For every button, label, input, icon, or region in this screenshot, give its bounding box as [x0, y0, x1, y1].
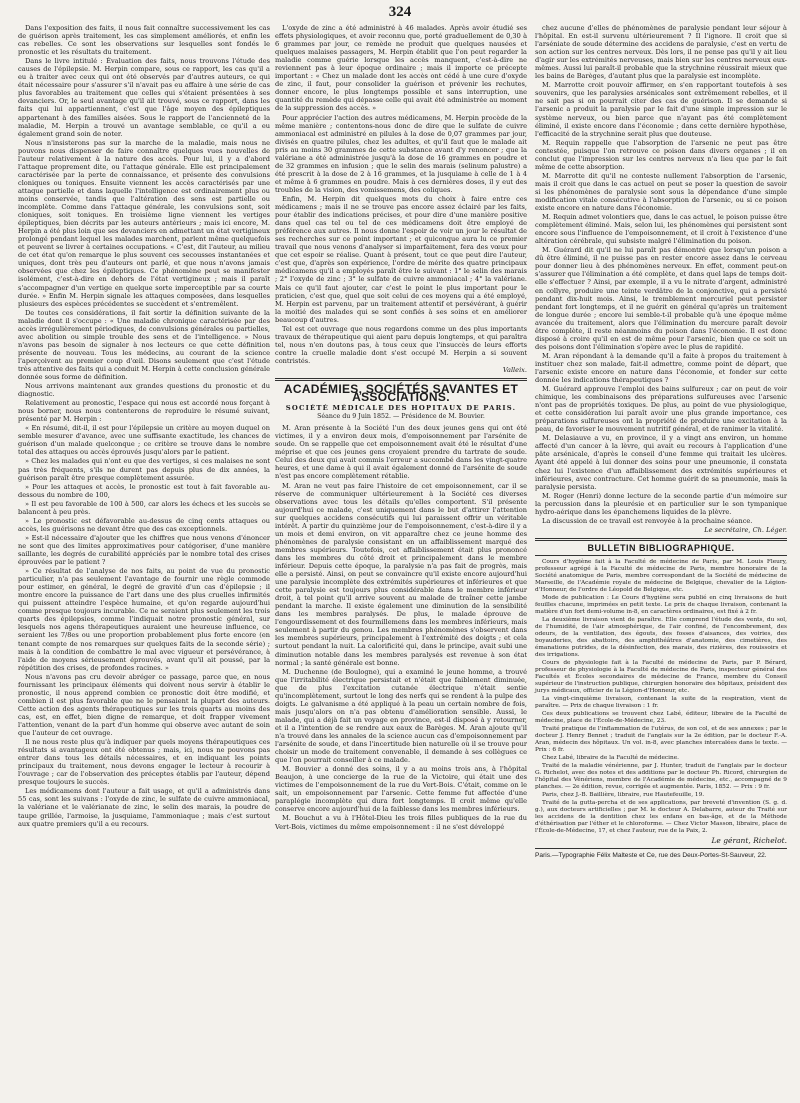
paragraph: M. Guérard approuve l'emploi des bains sulfureux ; car on peut de voir chimique, les combinaisons des préparations sulfureuses avec l'arsenic n'ont pas de propriétés toxiques. De plus, au point de vue physiologique, et cette considération lui paraît avoir une plus grande importance, ces préparations sulfureuses ont la propriété de produire une excitation à la peau, de favoriser le mouvement nutritif général, et de ranimer la vitalité.	[535, 385, 787, 434]
section-title: ACADÉMIES, SOCIÉTÉS SAVANTES ET ASSOCIATIONS.	[283, 382, 519, 405]
col3-body	[535, 24, 787, 525]
bulletin-rule	[535, 555, 787, 556]
paragraph: Cours d'hygiène fait à la Faculté de médecine de Paris, par M. Louis Fleury, professeur agrégé à la Faculté de médecine de Paris, membre honoraire de la Société anatomique de Paris, membre correspondant de la Société de médecine de Marseille, de l'Académie royale de médecine de Belgique, chevalier de la Légion-d'Honneur, de l'ordre de Léopold de Belgique, etc.	[535, 558, 787, 593]
column-left	[18, 24, 270, 829]
paragraph: M. Marrotte croit pouvoir affirmer, en s'en rapportant toutefois à ses souvenirs, que les paralysies arsénicales sont extrêmement rebelles, et il ne sait pas si on pourrait citer des cas de guérison. Il se demande si l'arsenic a produit la paralysie par le fait d'une simple impression sur le système nerveux, ou bien parce que n'ayant pas été complètement éliminé, il existe encore dans l'économie ; dans cette dernière hypothèse, l'efficacité de la strychnine serait plus que douteuse.	[535, 81, 787, 138]
paragraph: » Est-il nécessaire d'ajouter que les chiffres que nous venons d'énoncer ne sont que des limites approximatives pour catégoriser, d'une manière saillante, les degrés de curabilité appréciés par le nombre total des crises éprouvées par le patient ?	[18, 533, 270, 567]
paragraph: M. Duchenne (de Boulogne), qui a examiné le jeune homme, a trouvé que l'irritabilité électrique persistait et n'était que faiblement diminuée, que de plus l'excitation cutanée électrique n'était sentie qu'incomplètement, surtout le long des nerfs qui se rendent à la pulpe des doigts. Le galvanisme a été appliqué à la peau un certain nombre de fois, mais jusqu'alors on n'a pas obtenu d'amélioration sensible. Aussi, le malade, qui a déjà fait un voyage en province, est-il disposé à y retourner, et il a l'intention de se rendre aux eaux de Barèges. M. Aran ajoute qu'il n'a trouvé dans les annales de la science aucun cas d'empoisonnement par l'arsénite de soude, et dans l'incertitude bien naturelle où il se trouve pour choisir un mode de traitement convenable, il demande à ses collègues ce que l'on pourrait conseiller à ce malade.	[275, 667, 527, 765]
paragraph: Nous n'avons pas cru devoir abréger ce passage, parce que, en nous fournissant les principaux éléments qui doivent nous servir à établir le pronostic, il nous apprend combien ce pronostic doit être modifié, et combien il est plus favorable que ne le pensaient la plupart des auteurs. Cette action des agents thérapeutiques sur les trois quarts au moins des cas, est, en effet, bien digne de remarque, et doit frapper vivement l'attention, venant de la part d'un homme qui observe avec autant de soin que l'auteur de cet ouvrage.	[18, 672, 270, 738]
society-heading: SOCIÉTÉ MÉDICALE DES HOPITAUX DE PARIS.	[285, 404, 517, 413]
secretary-signature: Le secrétaire, Ch. Léger.	[704, 525, 787, 534]
paragraph: » Chez les malades qui n'ont eu que des vertiges, si ces malaises ne sont pas très fréquents, s'ils ne durent pas depuis plus de dix années, la guérison paraît être presque complètement assurée.	[18, 457, 270, 482]
paragraph: Relativement au pronostic, l'espace qui nous est accordé nous forçant à nous borner, nous nous contenterons de reproduire le résumé suivant, présenté par M. Herpin :	[18, 399, 270, 424]
paragraph: Chez Labé, libraire de la Faculté de médecine.	[542, 754, 679, 761]
paragraph: M. Aran ne veut pas faire l'histoire de cet empoisonnement, car il se réserve de communiquer ultérieurement à la Société ces diverses observations avec tous les détails qu'elles comportent. S'il présente aujourd'hui ce malade, c'est uniquement dans le but d'attirer l'attention sur quelques accidens consécutifs qui lui paraissent offrir un véritable intérêt. A partir du quinzième jour de l'empoisonnement, c'est-à-dire il y a un mois et demi environ, on vit apparaître chez ce jeune homme des phénomènes de paralysie consistant en un affaiblissement marqué des membres supérieurs. Toutefois, cet affaiblissement était plus prononcé dans les membres du côté droit et principalement dans le membre inférieur. Depuis cette époque, la paralysie n'a pas fait de progrès, mais elle a persisté. Ainsi, on peut se convaincre qu'il existe encore aujourd'hui une paralysie incomplète des extrémités supérieures et inférieures et que cette paralysie est toujours plus considérable dans le membre inférieur droit, à tel point qu'il arrive souvent au malade de traîner cette jambe pendant la marche. Il existe également une diminution de la sensibilité dans les membres paralysés. De plus, le malade éprouve de l'engourdissement et des fourmillemens dans les membres inférieurs, mais seulement à partir du genou. Les membres phénomènes s'observent dans les membres supérieurs, principalement à l'extrémité des doigts ; et cela surtout pendant la nuit. La calorificité qui, dans le principe, avait subi une diminution notable dans les membres paralysés est revenue à son état normal ; la santé générale est bonne.	[275, 481, 527, 667]
paragraph: » Il est peu favorable de 100 à 500, car alors les échecs et les succès se balancent à peu près.	[18, 499, 270, 516]
paragraph: » Ce résultat de l'analyse de nos faits, au point de vue du pronostic particulier, n'a pas seulement l'avantage de fournir une règle commode pour estimer, en général, le degré de gravité d'un cas d'épilepsie ; il montre encore la puissance de l'art dans une des plus cruelles infirmités qui puissent atteindre l'espèce humaine, et qu'on regarde aujourd'hui comme presque toujours incurable. Ce ne seraient plus seulement les trois quarts des épilepsies, comme l'indiquait notre pronostic général, sur lesquels nos agens thérapeutiques auraient une heureuse influence, ce seraient les 7/8es ou une proportion probablement plus forte encore (en tenant compte de nos remarques sur quelques faits de la seconde série) ; mais à la condition de combattre le mal avec vigueur et persévérance, à l'aide de moyens sérieusement éprouvés, avant qu'il ait poussé, par la répétition des crises, de profondes racines. »	[18, 567, 270, 672]
review-signature: Valleix.	[502, 365, 527, 374]
paragraph: « En résumé, dit-il, il est pour l'épilepsie un critère au moyen duquel on semble mesurer d'avance, avec une suffisante exactitude, les chances de guérison d'un malade quelconque ; ce critère se trouve dans le nombre total des attaques ou accès éprouvés jusqu'alors par le patient.	[18, 424, 270, 457]
gerant-signature: Le gérant, Richelot.	[711, 835, 787, 845]
paragraph: M. Aran répondant à la demande qu'il a faite à propos du traitement à instituer chez son malade, fait-il admettre, comme point de départ, que l'arsenic existe encore en nature dans l'économie, et fonder sur cette donnée les indications thérapeutiques ?	[535, 351, 787, 385]
page-number: 324	[388, 4, 412, 20]
paragraph: La discussion de ce travail est renvoyée à la prochaine séance.	[542, 516, 753, 525]
paragraph: L'oxyde de zinc a été administré à 46 malades. Après avoir étudié ses effets physiologiques, et avoir reconnu que, porté graduellement de 0,30 à 6 grammes par jour, ce remède ne produit que quelques nausées et quelques malaises passagers, M. Herpin établit que l'on peut regarder la maladie comme guérie lorsque les accès manquent, c'est-à-dire ne reviennent pas à leur époque ordinaire ; mais il importe ce précepte important : « Chez un malade dont les accès ont cédé à une cure d'oxyde de zinc, il faut, pour consolider la guérison et prévenir les rechutes, donner encore, le plus longtemps possible et sans interruption, une quantité du remède qui dépasse celle qui avait été administrée au moment de la suppression des accès. »	[275, 24, 527, 113]
paragraph: Traité de la gutta-percha et de ses applications, par breveté d'invention (S. g. d. g.), aux docteurs artificielles ; par M. le docteur A. Delabarre, auteur du Traité sur les accidens de la dentition chez les enfans en bas-âge, et de la Méthode d'éthérisation par l'éther et le chloroforme. — Chez Victor Masson, libraire, place de l'École-de-Médecine, 17, et chez l'auteur, rue de la Paix, 2.	[535, 799, 787, 834]
paragraph: M. Guérard dit qu'il ne lui paraît pas démontré que lorsqu'un poison a dû être éliminé, il ne puisse pas en rester encore assez dans le cerveau pour donner lieu à des phénomènes nerveux. En effet, comment peut-on s'assurer que l'élimination a été complète, et dans quel laps de temps doit-elle s'effectuer ? Ainsi, par exemple, il a vu le nitrate d'argent, administré en collyre, produire une teinte verdâtre de la conjonctive, qui a persisté pendant dix-huit mois. Ainsi, le tremblement mercuriel peut persister pendant fort longtemps, et il ne guérit en général qu'après un traitement de longue durée ; encore lui semble-t-il probable qu'à une époque même avancée du traitement, alors que l'élimination du mercure paraît devoir être complète, il reste néanmoins du poison dans l'économie. Il est donc disposé à croire qu'il en est de même pour l'arsenic, bien que ce soit un des poisons dont l'élimination s'opère avec le plus de rapidité.	[535, 246, 787, 351]
paragraph: Dans l'exposition des faits, il nous fait connaître successivement les cas de guérison après traitement, les cas simplement améliorés, et enfin les cas rebelles. Ce sont les observations sur lesquelles sont fondés le pronostic et les résultats du traitement.	[18, 24, 270, 57]
paragraph: M. Delasiauve a vu, en province, il y a vingt ans environ, un homme affecté d'un cancer à la lèvre, qui avait eu recours à l'application d'une pâte arsénicale, d'après le conseil d'une femme qui traitait les ulcères. Ayant été appelé à lui donner des soins pour une pneumonie, il constata chez lui l'existence d'un affaiblissement des extrémités supérieures et inférieures, avec contracture. Cet homme guérit de sa pneumonie, mais la paralysie persista.	[535, 434, 787, 491]
col1-body	[18, 24, 270, 828]
paragraph: Pour apprécier l'action des autres médicamens, M. Herpin procède de la même manière ; contentons-nous donc de dire que le sulfate de cuivre ammoniacal est administré en pilules à la dose de 0,07 grammes par jour, divisés en quatre pilules, chez les adultes, et qu'il faut que le malade ait pris au moins 30 grammes de cette substance avant d'y renoncer ; que la valériane a été administrée jusqu'à la dose de 16 grammes en poudre et de 32 grammes en infusion ; que le selin des marais (selinum palustre) a été prescrit à la dose de 2 à 16 grammes, et la jusquiame à celle de 1 à 4 et même à 6 grammes en poudre. Mais à ces dernières doses, il y eut des troubles de la vision, des vomissemens, des coliques.	[275, 113, 527, 194]
paragraph: M. Marrotte dit qu'il ne conteste nullement l'absorption de l'arsenic, mais il croit que dans le cas actuel on peut se poser la question de savoir si les phénomènes de paralysie sont sous la dépendance d'une simple modification vitale consécutive à l'absorption de l'arsenic, ou si ce poison existe encore en nature dans l'économie.	[535, 171, 787, 213]
col2-session-body	[275, 424, 527, 830]
paragraph: » Le pronostic est défavorable au-dessus de cinq cents attaques ou accès, les guérisons ne devant être que des cas exceptionnels.	[18, 516, 270, 533]
paragraph: M. Bouvier a donné des soins, il y a au moins trois ans, à l'hôpital Beaujon, à une concierge de la rue de la Victoire, qui était une des victimes de l'empoisonnement de la rue du Vert-Bois. C'était, comme on le sait, un empoisonnement par l'arsenic. Cette femme fut affectée d'une paraplégie incomplète qui dura fort longtemps. Il croit même qu'elle conserve encore aujourd'hui de la faiblesse dans les membres inférieurs.	[275, 765, 527, 814]
paragraph: M. Aran présente à la Société l'un des deux jeunes gens qui ont été victimes, il y a environ deux mois, d'empoisonnement par l'arsénite de soude. On se rappelle que cet empoisonnement avait été le résultat d'une méprise et que ces jeunes gens croyaient prendre du tartrate de soude. Celui des deux qui avait commis l'erreur a succombé dans les vingt-quatre heures, et une dame à qui il avait également donné de l'arsénite de soude n'est pas encore complètement rétablie.	[275, 424, 527, 481]
paragraph: Les médicamens dont l'auteur a fait usage, et qu'il a administrés dans 55 cas, sont les suivans : l'oxyde de zinc, le sulfate de cuivre ammoniacal, la valériane et le valérianate de zinc, le selin des marais, la poudre de taupe grillée, l'armoise, la jusquiame, l'ammoniaque ; mais c'est surtout aux quatre premiers qu'il a eu recours.	[18, 787, 270, 828]
section-divider	[275, 378, 527, 381]
biblio-divider	[535, 538, 787, 541]
paragraph: La deuxième livraison vient de paraître. Elle comprend l'étude des vents, du sol, de l'humidité, de l'air atmosphérique, de l'air confiné, de l'encombrement, des odeurs, de la ventilation, des égouts, des fosses d'aisances, des voiries, des boyauderies, des abattoirs, des amphithéâtres d'anatomie, des cimetières, des émanations putrides, de la désinfection, des marais, des rizières, des rouissoirs et des irrigations.	[535, 616, 787, 658]
column-right	[535, 24, 787, 860]
paragraph: Enfin, M. Herpin dit quelques mots du choix à faire entre ces médicamens ; mais il ne se trouve pas encore assez éclairé par les faits, pour établir des indications précises, et pour dire d'une manière positive dans quel cas tel ou tel de ces médicamens doit être employé de préférence aux autres. Il nous donne l'espoir de voir un jour le résultat de ses recherches sur ce point important ; et quiconque aura lu ce premier travail que nous venons d'analyser si imparfaitement, fera des vœux pour que cet espoir se réalise. Quant à présent, tout ce que peut dire l'auteur, c'est que, d'après son expérience, l'ordre de mérite des quatre principaux médicamens qu'il a employés paraît être le suivant : 1° le selin des marais ; 2° l'oxyde de zinc ; 3° le sulfate de cuivre ammoniacal ; 4° la valériane. Mais ce qu'il faut ajouter, car c'est le point le plus important pour le praticien, c'est que, quel que soit celui de ces moyens qui a été employé, M. Herpin est parvenu, par un traitement attentif et persévérant, à guérir la moitié des malades qui se sont confiés à ses soins et en améliorer beaucoup d'autres.	[275, 194, 527, 324]
paragraph: Mode de publication : Le Cours d'hygiène sera publié en cinq livraisons de huit feuilles chacune, imprimées en petit texte. Le prix de chaque livraison, contenant la matière d'un fort demi-volume in-8, en caractères ordinaires, est fixé à 2 fr.	[535, 594, 787, 615]
column-middle	[275, 24, 527, 832]
printer-imprint: Paris.—Typographie Félix Malteste et Ce, rue des Deux-Portes-St-Sauveur, 22.	[535, 852, 767, 859]
paragraph: M. Roger (Henri) donne lecture de la seconde partie d'un mémoire sur la percussion dans la pleurésie et en particulier sur le son tympanique hydro-aérique dans les épanchemens liquides de la plèvre.	[535, 491, 787, 516]
paragraph: Nous arrivons maintenant aux grandes questions du pronostic et du diagnostic.	[18, 382, 270, 399]
paragraph: Traité pratique de l'inflammation de l'utérus, de son col, et de ses annexes ; par le docteur J. Henry Bennet ; traduit de l'anglais sur la 2e édition, par le docteur F.-A. Aran, médecin des hôpitaux. Un vol. in-8, avec planches intercalées dans le texte. — Prix : 6 fr.	[535, 725, 787, 753]
paragraph: De toutes ces considérations, il fait sortir la définition suivante de la maladie dont il s'occupe : « Une maladie chronique caractérisée par des accès irrégulièrement périodiques, de convulsions générales ou partielles, avec abolition ou simple trouble des sens et de l'intelligence. » Nous n'avons pas besoin de signaler à nos lecteurs ce que cette définition présente de nouveau. Tous les médecins, au courant de la science l'aperçoivent au premier coup d'œil. Disons seulement que c'est l'étude très attentive des faits qui a conduit M. Herpin à cette conclusion générale donnée sous forme de définition.	[18, 308, 270, 382]
paragraph: Traité de la maladie vénérienne, par J. Hunter, traduit de l'anglais par le docteur G. Richelot, avec des notes et des additions par le docteur Ph. Ricord, chirurgien de l'hôpital des Vénériens, membre de l'Académie de médecine, etc., accompagné de 9 planches. — 2e édition, revue, corrigée et augmentée. Paris, 1852. — Prix : 9 fr.	[535, 762, 787, 790]
paragraph: Ces deux publications se trouvent chez Labé, éditeur, libraire de la Faculté de médecine, place de l'École-de-Médecine, 23.	[535, 710, 787, 724]
paragraph: Il ne nous reste plus qu'à indiquer par quels moyens thérapeutiques ces résultats si avantageux ont été obtenus ; mais, ici, nous ne pouvons pas entrer dans tous les détails nécessaires, et en indiquant les points principaux du traitement, nous devons engager le lecteur à recourir à l'ouvrage ; car de l'observation des préceptes établis par l'auteur, dépend presque toujours le succès.	[18, 738, 270, 787]
paragraph: M. Requin admet volontiers que, dans le cas actuel, le poison puisse être complètement éliminé. Mais, selon lui, les phénomènes qui persistent sont encore sous l'influence de l'empoisonnement, et il croit à l'existence d'une altération cérébrale, qui subsiste malgré l'élimination du poison.	[535, 213, 787, 246]
paragraph: Paris, chez J.-B. Baillière, libraire, rue Hautefeuille, 19.	[542, 791, 705, 798]
paragraph: Cours de physiologie fait à la Faculté de médecine de Paris, par P. Bérard, professeur de physiologie à la Faculté de médecine de Paris, inspecteur général des Facultés et Écoles secondaires de médecine de France, membre du Conseil supérieur de l'instruction publique, chirurgien honoraire des hôpitaux, président des jurys médicaux, officier de la Légion-d'Honneur, etc.	[535, 659, 787, 694]
paragraph: M. Requin rappelle que l'absorption de l'arsenic ne peut pas être contestée, puisque l'on retrouve ce poison dans divers organes ; il en conclut que l'impression sur les centres nerveux n'a lieu que par le fait même de cette absorption.	[535, 138, 787, 171]
paragraph: chez aucune d'elles de phénomènes de paralysie pendant leur séjour à l'hôpital. En est-il survenu ultérieurement ? Il l'ignore. Il croit que si l'arséniate de soude détermine des accidens de paralysie, c'est en vertu de son action sur les centres nerveux. Dès lors, il ne pense pas qu'il y ait lieu d'agir sur les extrémités nerveuses, mais bien sur les centres nerveux eux-mêmes. Aussi lui paraît-il probable que la strychnine réussirait mieux que les bains de Barèges, d'autant plus que la paralysie est incomplète.	[535, 24, 787, 81]
paragraph: » Pour les attaques et accès, le pronostic est tout à fait favorable au-dessous du nombre de 100,	[18, 482, 270, 499]
paragraph: Tel est cet ouvrage que nous regardons comme un des plus importants travaux de thérapeutique qui aient paru depuis longtemps, et qui paraîtra tel, nous n'en doutons pas, à tous ceux que l'insuccès de leurs efforts contre la cruelle maladie dont s'est occupé M. Herpin a si souvent contristés.	[275, 324, 527, 365]
paragraph: Nous n'insisterons pas sur la marche de la maladie, mais nous ne pouvons nous dispenser de faire connaître quelques vues nouvelles de l'auteur relativement à la nature des accès. Pour lui, il y a d'abord l'attaque proprement dite, ou l'attaque générale. Elle est principalement caractérisée par la perte de connaissance, et présente des convulsions cloniques ou toniques. Ensuite viennent les accès caractérisés par une attaque partielle et dans laquelle l'intelligence est ordinairement plus ou moins conservée, tandis que l'altération des sens est partielle ou incomplète. Comme dans l'attaque générale, les convulsions sont, soit cloniques, soit toniques. En troisième ligne viennent les vertiges épileptiques, bien décrits par les auteurs antérieurs ; mais ici encore, M. Herpin a été plus loin que ses devanciers en admettant un état vertigineux prolongé pendant lequel les malades marchent, parlent même quelquefois et peuvent se livrer à certaines occupations. « C'est, dit l'auteur, au milieu de cet état qu'on remarque le plus souvent ces secousses instantanées et uniques, dont très peu d'auteurs ont parlé, et que nous n'avons jamais observées que chez les épileptiques. Ce phénomène peut se manifester isolément, c'est-à-dire en dehors de l'état vertigineux ; mais il paraît s'accompagner d'un vertige en quelque sorte imperceptible par sa courte durée. » Enfin M. Herpin signale les attaques composées, dans lesquelles plusieurs des espèces précédentes se succèdent et s'entremêlent.	[18, 138, 270, 308]
bulletin-entries	[535, 559, 787, 835]
paragraph: Dans le livre intitulé : Évaluation des faits, nous trouvons l'étude des causes de l'épilepsie. M. Herpin compare, sous ce rapport, les cas qu'il a eu à traiter avec ceux qui ont été observés par d'autres auteurs, ce qui était nécessaire pour s'assurer s'il n'avait pas eu affaire à une série de cas plus favorables au traitement que celles qui s'étaient présentées à ses devanciers. Or, le seul avantage qu'il ait trouvé, sous ce rapport, dans les faits qui lui appartiennent, c'est que l'âge moyen des épileptiques appartenant à des familles aisées. Sous le rapport de l'ancienneté de la maladie, M. Herpin a trouvé un avantage semblable, ce qu'il a eu également grand soin de noter.	[18, 57, 270, 138]
paragraph: La vingt-cinquième livraison, contenant la suite de la respiration, vient de paraître. — Prix de chaque livraison : 1 fr.	[535, 695, 787, 709]
session-date: Séance du 9 Juin 1852. — Présidence de M. Bouvier.	[317, 413, 485, 421]
col2-body	[275, 24, 527, 365]
bulletin-title: BULLETIN BIBLIOGRAPHIQUE.	[587, 542, 735, 553]
paragraph: M. Bouchut a vu à l'Hôtel-Dieu les trois filles publiques de la rue du Vert-Bois, victimes du même empoisonnement : il ne s'est développé	[275, 814, 527, 831]
imprint-rule	[535, 848, 787, 849]
